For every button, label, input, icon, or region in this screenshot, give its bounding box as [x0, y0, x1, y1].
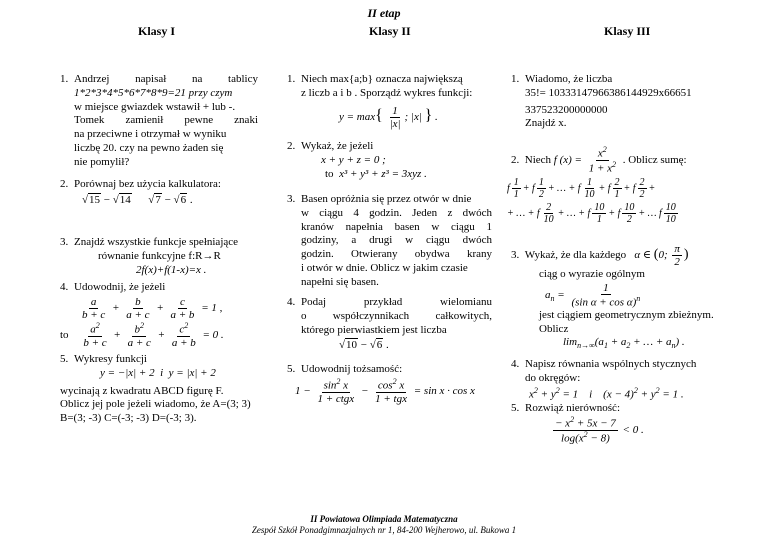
k2-p5-line: Udowodnij tożsamość: — [301, 363, 403, 375]
k3-p4-line: Napisz równania wspólnych stycznych — [525, 358, 697, 370]
k1-problem-1: 1. Andrzej napisał na tablicy 1*2*3*4*5*6*7*8*9=21 przy czym w miejsce gwiazdek wstawił + lub -. Tomek zamienił pewne znaki na przeciwne i otrzymał w wyniku liczbę 20. czy na pewno żaden się nie pomylił? — [60, 73, 258, 168]
k1-p1-line: w miejsce gwiazdek wstawił + lub -. — [74, 100, 236, 113]
column-title-klasy-2: Klasy II — [369, 24, 411, 38]
k2-p2-eq: x + y + z = 0 ; — [321, 153, 386, 166]
k3-problem-4: 4. Napisz równania wspólnych stycznych do okręgów: $x^2 + y^2 = 1$ i $(x - 4)^2 + y^2 = 1$ . — [511, 358, 751, 402]
k1-p4-eq2: to $\frac{a^2}{b + c}$ + $\frac{b^2}{a + c}$ + $\frac{c^2}{a + b}$ = 0 . — [60, 320, 224, 349]
k1-p5-line: Oblicz jej pole jeżeli wiadomo, że A=(3; 3) — [60, 398, 251, 411]
k3-p4-circles: $x^2 + y^2 = 1$ i $(x - 4)^2 + y^2 = 1$ . — [529, 385, 684, 401]
stage-title: II etap — [367, 6, 401, 20]
k1-p1-line: Andrzej napisał na tablicy — [74, 73, 258, 85]
k3-p3-line: ciąg o wyrazie ogólnym — [539, 268, 645, 281]
k2-p2-line: Wykaż, że jeżeli — [301, 140, 374, 152]
k1-p4-line: Udowodnij, że jeżeli — [74, 281, 166, 293]
k3-problem-5: 5. Rozwiąż nierówność: $\frac{- x^2 + 5x - 7}{\log(x^2 - 8)}$ < 0 . — [511, 402, 751, 444]
k2-p2-eq2: to x³ + y³ + z³ = 3xyz . — [325, 167, 427, 180]
k1-p2-comparison: √15 − √14 √7 − √6 . — [82, 193, 193, 206]
k3-p5-line: Rozwiąż nierówność: — [525, 402, 620, 414]
k2-problem-3: 3. Basen opróżnia się przez otwór w dnie w ciągu 4 godzin. Jeden z dwóch kranów napełnia basen w ciągu 1 godziny, a drugi w ciągu dwóch godzin. Otwierany obydwa krany i otwór w dnie. Oblicz w jakim czasie napełni się basen. — [287, 193, 492, 288]
k2-p4-line: o współczynnikach całkowitych, — [301, 309, 492, 322]
k2-p4-line: którego pierwiastkiem jest liczba — [301, 323, 447, 336]
k3-p3-formula: $a_n$ = $\frac{1}{(\sin \alpha + \cos \alpha)^n}$ — [545, 281, 641, 309]
footer-school: Zespół Szkół Ponadgimnazjalnych nr 1, 84-200 Wejherowo, ul. Bukowa 1 — [251, 525, 517, 535]
k2-p3-line: godzin. Otwierany obydwa krany — [301, 248, 492, 260]
k1-p5-equations: y = −|x| + 2 i y = |x| + 2 — [100, 366, 216, 379]
column-title-klasy-3: Klasy III — [604, 24, 651, 38]
k1-p2-line: Porównaj bez użycia kalkulatora: — [74, 178, 221, 190]
k1-problem-5: 5. Wykresy funkcji y = −|x| + 2 i y = |x| + 2 wycinają z kwadratu ABCD figurę F. Oblicz jej pole jeżeli wiadomo, że A=(3; 3) B=(3; -3) C=(-3; -3) D=(-3; 3). — [60, 353, 265, 426]
k1-p5-line: wycinają z kwadratu ABCD figurę F. — [60, 384, 224, 397]
k3-p3-limit: $\lim_{n\to\infty}(a_1 + a_2$ + … + $a_n$) . — [563, 336, 685, 351]
k3-p5-inequality: $\frac{- x^2 + 5x - 7}{\log(x^2 - 8)}$ < 0 . — [555, 414, 644, 445]
k3-problem-1: 1. Wiadomo, że liczba 35!= 10333147966386144929x66651 337523200000000 Znajdź x. — [511, 73, 749, 131]
k2-p3-line: kranów napełnia basen w ciągu 1 — [301, 220, 492, 233]
k3-p2-sum-row2: + … + f $\frac{2}{10}$ + … + f $\frac{10}{1}$ + f $\frac{10}{2}$ + … f $\frac{10}{10}$ — [507, 201, 676, 225]
k1-p1-line: na przeciwne i otrzymał w wyniku — [74, 128, 227, 140]
k2-p3-line: Basen opróżnia się przez otwór w dnie — [301, 193, 472, 205]
k2-p4-line: Podaj przykład wielomianu — [301, 296, 492, 308]
k2-p1-function: y = max{ $\frac{1}{|x|}$ ; |x| } . — [339, 104, 438, 130]
column-title-klasy-1: Klasy I — [138, 24, 176, 38]
k2-problem-5: 5. Udowodnij tożsamość: 1 − $\frac{\sin^2 x}{\text{1 + ctgx}}$ − $\frac{\cos^2 x}{\text{1 + tgx}}$ = sin x · cos x — [287, 363, 492, 405]
k3-p4-line: do okręgów: — [525, 371, 581, 384]
k2-problem-4: 4. Podaj przykład wielomianu o współczynnikach całkowitych, którego pierwiastkiem jest liczba √10 − √6 . — [287, 296, 492, 352]
k1-p1-line: 1*2*3*4*5*6*7*8*9=21 przy czym — [74, 86, 233, 99]
k1-p4-eq1: $\frac{a}{b + c}$ + $\frac{b}{a + c}$ + $\frac{c}{a + b}$ = 1 , — [82, 295, 223, 321]
k3-p3-line: Oblicz — [539, 322, 569, 335]
k1-problem-4: 4. Udowodnij, że jeżeli $\frac{a}{b + c}$ + $\frac{b}{a + c}$ + $\frac{c}{a + b}$ = 1 , to $\frac{a^2}{b + c}$ + $\frac{b^2}{a + c}$ + $\frac{c^2}{a + b}$ = 0 . — [60, 281, 258, 349]
k2-p3-line: i otwór w dnie. Oblicz w jakim czasie — [301, 261, 468, 274]
k1-problem-2: 2. Porównaj bez użycia kalkulatora: √15 − √14 √7 − √6 . — [60, 178, 258, 208]
k2-p5-identity: 1 − $\frac{\sin^2 x}{\text{1 + ctgx}}$ − $\frac{\cos^2 x}{\text{1 + tgx}}$ = sin x · cos x — [295, 376, 475, 405]
k3-p2-sum-row1: f $\frac{1}{1}$ + f $\frac{1}{2}$ + … + f $\frac{1}{10}$ + f $\frac{2}{1}$ + f $\frac{2}{2}$ + — [507, 176, 656, 200]
k1-p1-line: nie pomylił? — [74, 155, 130, 168]
k3-p1-line: Znajdź x. — [525, 117, 567, 130]
k1-p3-line: równanie funkcyjne f:R→R — [98, 249, 221, 262]
k1-p1-line: liczbę 20. czy na pewno żaden się — [74, 141, 224, 154]
k2-problem-1: 1. Niech max{a;b} oznacza największą z liczb a i b . Sporządź wykres funkcji: y = max{ $\frac{1}{|x|}$ ; |x| } . — [287, 73, 492, 130]
k2-p3-line: godziny, a drugi w ciągu dwóch — [301, 234, 492, 247]
k2-p3-line: w ciągu 4 godzin. Jeden z dwóch — [301, 206, 492, 219]
k3-p1-line: 337523200000000 — [525, 103, 608, 116]
k2-problem-2: 2. Wykaż, że jeżeli x + y + z = 0 ; to x³ + y³ + z³ = 3xyz . — [287, 140, 492, 181]
k2-p4-number: √10 − √6 . — [339, 339, 389, 352]
k1-p5-line: Wykresy funkcji — [74, 353, 147, 365]
k3-p1-line: 35!= 10333147966386144929x66651 — [525, 86, 692, 99]
k1-problem-3: 3. Znajdź wszystkie funkcje spełniające równanie funkcyjne f:R→R 2f(x)+f(1-x)=x . — [60, 236, 258, 277]
k2-p1-line: z liczb a i b . Sporządź wykres funkcji: — [301, 86, 473, 99]
footer-olympiad: II Powiatowa Olimpiada Matematyczna — [310, 514, 458, 524]
k3-problem-2 — [507, 140, 751, 225]
k3-p3-head: 3. Wykaż, że dla każdego α ∈ (0; $\frac{\pi}{2}$ ) — [511, 243, 689, 269]
k3-p2-def: 2. Niech f (x) = $\frac{x^2}{1 + x^2}$ . Oblicz sumę: — [511, 145, 687, 175]
k1-p1-line: Tomek zamienił pewne znaki — [74, 114, 258, 127]
k2-p1-line: Niech max{a;b} oznacza największą — [301, 73, 463, 85]
k1-p5-line: B=(3; -3) C=(-3; -3) D=(-3; 3). — [60, 412, 197, 424]
k3-problem-3 — [511, 243, 751, 351]
k1-p3-line: Znajdź wszystkie funkcje spełniające — [74, 236, 239, 248]
k2-p3-line: napełni się basen. — [301, 275, 379, 288]
k3-p1-line: Wiadomo, że liczba — [525, 73, 613, 85]
k3-p3-line: jest ciągiem geometrycznym zbieżnym. — [539, 308, 714, 321]
k1-p3-line: 2f(x)+f(1-x)=x . — [136, 263, 207, 276]
